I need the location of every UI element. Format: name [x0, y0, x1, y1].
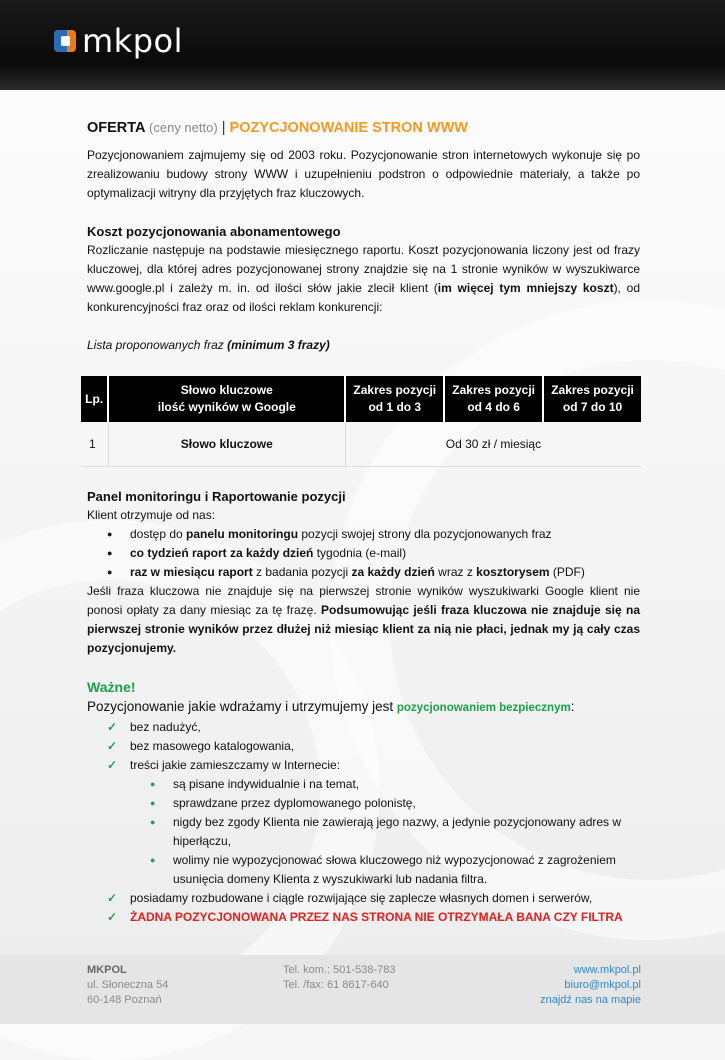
lead-text: :: [570, 699, 575, 714]
item-text: treści jakie zamieszczamy w Internecie:: [130, 758, 341, 772]
title-accent: POZYCJONOWANIE STRON WWW: [229, 120, 468, 136]
item-text: dostęp do: [130, 527, 187, 541]
logo-mark-icon: [54, 30, 76, 52]
footer-city: 60-148 Poznań: [87, 994, 162, 1006]
item-bold: kosztorysem: [476, 565, 550, 579]
checkmark-icon: ✓: [107, 910, 118, 924]
checkmark-icon: ✓: [107, 758, 118, 772]
monitoring-para-normal: Jeśli fraza kluczowa nie znajduje się na pierwszej stronie wyników wyszukiwarki Google klient nie ponosi opłaty za dany miesiąc za tę frazę.: [87, 584, 640, 617]
document-body: [87, 118, 640, 927]
item-text: pozycji swojej strony dla pozycjonowanych fraz: [298, 527, 552, 541]
lead-green: pozycjonowaniem bezpiecznym: [396, 702, 571, 714]
item-text: z badania pozycji: [252, 565, 352, 579]
pricing-table: [81, 376, 641, 467]
list-item: [87, 908, 640, 927]
header-keyword-line2: ilość wyników w Google: [157, 400, 296, 414]
list-caption-bold: (minimum 3 frazy): [227, 338, 330, 352]
footer-links: [540, 963, 641, 1008]
footer-address: [87, 963, 168, 1008]
list-item: [87, 718, 640, 737]
subscription-heading: Koszt pozycjonowania abonamentowego: [87, 224, 341, 239]
list-item: [87, 544, 640, 563]
list-item: [87, 525, 640, 544]
lead-text: Pozycjonowanie jakie wdrażamy i utrzymujemy jest: [87, 699, 397, 714]
subscription-paragraph: [87, 241, 640, 317]
cell-lp: 1: [81, 422, 108, 467]
cell-price: Od 30 zł / miesiąc: [345, 422, 641, 467]
item-text: wraz z: [434, 565, 477, 579]
footer-fax: Tel. /fax: 61 8617-640: [283, 979, 389, 991]
footer-website-link[interactable]: www.mkpol.pl: [573, 964, 641, 976]
important-check-list-2: [87, 889, 640, 927]
important-check-list: [87, 718, 640, 775]
header-range-2-line2: od 4 do 6: [467, 400, 520, 414]
list-item: [87, 775, 640, 794]
header-range-1-line1: Zakres pozycji: [353, 383, 437, 397]
list-item: [87, 794, 640, 813]
item-bold: co tydzień raport za każdy dzień: [130, 546, 314, 560]
list-item: [87, 813, 640, 851]
monitoring-paragraph: [87, 582, 640, 658]
subscription-text-bold: im więcej tym mniejszy koszt: [437, 281, 614, 295]
header-range-1-line2: od 1 do 3: [368, 400, 422, 414]
list-item: [87, 737, 640, 756]
list-caption-text: Lista proponowanych fraz: [87, 338, 224, 352]
list-item: [87, 563, 640, 582]
header-range-3-line1: Zakres pozycji: [551, 383, 634, 397]
important-lead: [87, 697, 640, 718]
footer-street: ul. Słoneczna 54: [87, 979, 169, 991]
item-text: wolimy nie wypozycjonować słowa kluczowego niż wypozycjonować z zagrożeniem usunięcia domeny Klienta z wyszukiwarki lub nadania filtra.: [173, 853, 616, 886]
logo-text: mkpol: [82, 22, 183, 60]
header-lp: Lp.: [81, 376, 108, 422]
important-heading: Ważne!: [87, 679, 136, 695]
list-item: [87, 756, 640, 775]
cell-keyword: Słowo kluczowe: [108, 422, 345, 467]
table-row: [81, 422, 641, 467]
title-main: OFERTA: [87, 120, 145, 136]
header-range-1: [345, 376, 444, 422]
monitoring-heading: Panel monitoringu i Raportowanie pozycji: [87, 489, 346, 504]
list-item: [87, 889, 640, 908]
item-text: bez masowego katalogowania,: [130, 739, 295, 753]
bullet-icon: ●: [150, 779, 156, 789]
content-rules-list: [87, 775, 640, 889]
subscription-text-2: ), od konkurencyjności fraz oraz od ilości reklam konkurencji:: [87, 281, 640, 314]
footer-company: MKPOL: [87, 964, 127, 976]
bullet-icon: ●: [150, 855, 156, 865]
header-keyword-line1: Słowo kluczowe: [180, 383, 273, 397]
header-range-2-line1: Zakres pozycji: [452, 383, 536, 397]
list-caption: [87, 336, 640, 355]
logo[interactable]: [54, 22, 183, 60]
item-bold: panelu monitoringu: [186, 527, 299, 541]
header-range-3: [543, 376, 641, 422]
checkmark-icon: ✓: [107, 720, 118, 734]
item-bold: za każdy dzień: [351, 565, 435, 579]
header-bar: [0, 0, 725, 90]
item-text-red: ŻADNA POZYCJONOWANA PRZEZ NAS STRONA NIE OTRZYMAŁA BANA CZY FILTRA: [130, 910, 623, 924]
footer-map-link[interactable]: znajdź nas na mapie: [540, 994, 641, 1006]
item-text: tygodnia (e-mail): [313, 546, 407, 560]
footer-phones: [283, 963, 396, 993]
title-separator: |: [221, 120, 226, 136]
checkmark-icon: ✓: [107, 891, 118, 905]
item-text: są pisane indywidualnie i na temat,: [173, 777, 360, 791]
bullet-icon: ●: [150, 817, 156, 827]
item-text: posiadamy rozbudowane i ciągle rozwijające się zaplecze własnych domen i serwerów,: [130, 891, 593, 905]
table-header-row: [81, 376, 641, 422]
footer: [0, 955, 725, 1024]
list-item: [87, 851, 640, 889]
intro-paragraph: Pozycjonowaniem zajmujemy się od 2003 roku. Pozycjonowanie stron internetowych wykonuje się po zrealizowaniu budowy strony WWW i uzupełnieniu podstron o odpowiednie materiały, a także po optymalizacji witryny dla przyjętych fraz kluczowych.: [87, 148, 640, 200]
header-keyword: [108, 376, 345, 422]
monitoring-para-bold: Podsumowując jeśli fraza kluczowa nie znajduje się na pierwszej stronie wyników przez dłużej niż miesiąc klient za nią nie płaci, jednak my ją cały czas pozycjonujemy.: [87, 603, 641, 655]
page-title: [87, 118, 640, 138]
item-text: (PDF): [549, 565, 585, 579]
subscription-text-1: Rozliczanie następuje na podstawie miesięcznego raportu. Koszt pozycjonowania liczony jest od frazy kluczowej, dla której adres pozycjonowanej strony znajdzie się na 1 stronie wyników w wyszukiwarce www.google.pl i zależy m. in. od ilości słów jakie zlecił klient (: [87, 243, 640, 295]
item-text: sprawdzane przez dyplomowanego polonistę,: [173, 796, 416, 810]
item-text: bez nadużyć,: [130, 720, 201, 734]
checkmark-icon: ✓: [107, 739, 118, 753]
title-note: (ceny netto): [149, 120, 218, 135]
footer-phone: Tel. kom.: 501-538-783: [283, 964, 396, 976]
item-bold: raz w miesiącu raport: [130, 565, 253, 579]
monitoring-list: [87, 525, 640, 582]
header-range-2: [444, 376, 543, 422]
footer-email-link[interactable]: biuro@mkpol.pl: [564, 979, 641, 991]
monitoring-lead: Klient otrzymuje od nas:: [87, 508, 216, 522]
header-range-3-line2: od 7 do 10: [562, 400, 623, 414]
bullet-icon: ●: [150, 798, 156, 808]
item-text: nigdy bez zgody Klienta nie zawierają jego nazwy, a jedynie pozycjonowany adres w hiperłączu,: [173, 815, 622, 848]
